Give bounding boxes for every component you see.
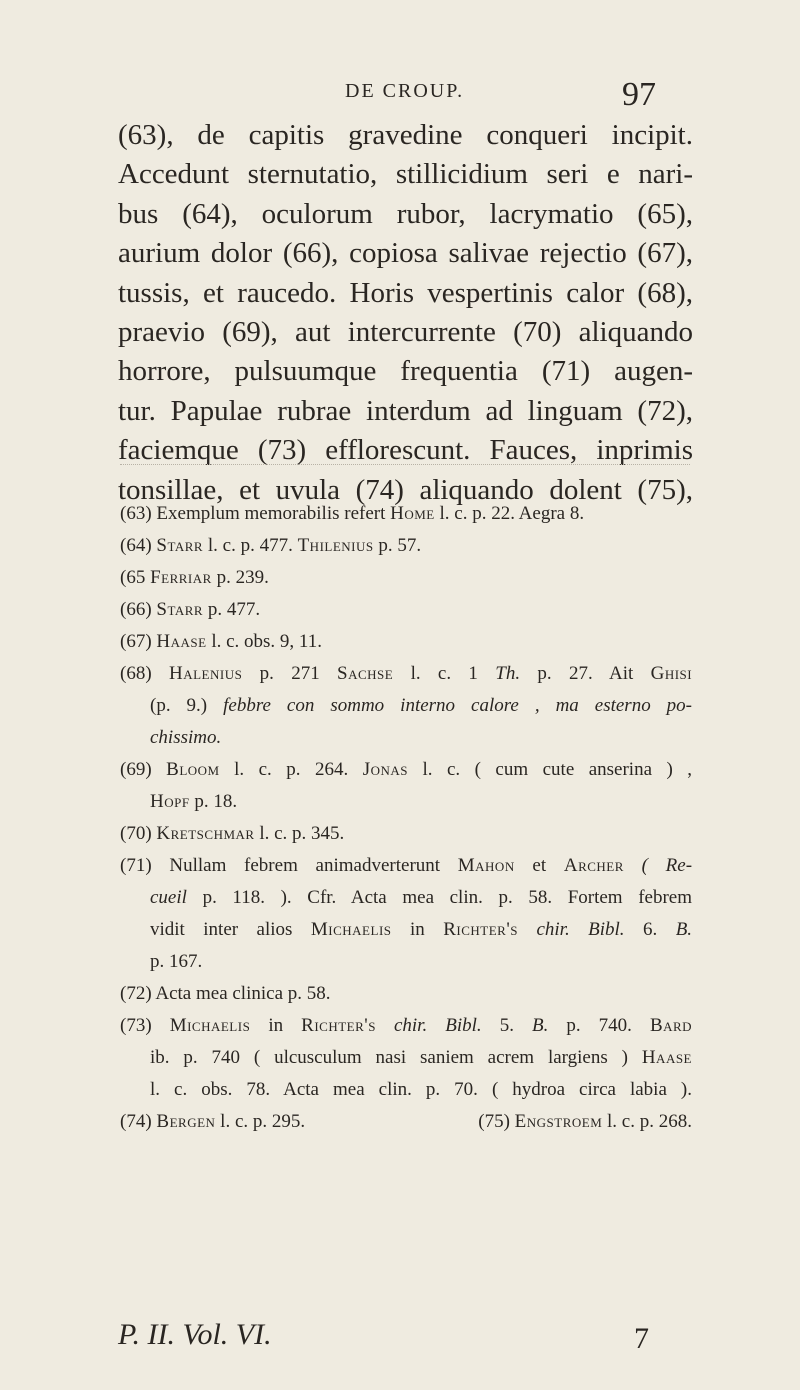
author-name: Starr (156, 599, 204, 620)
footnote-number: (66) (120, 599, 152, 620)
main-text (118, 116, 693, 510)
footnote-number: (67) (120, 631, 152, 652)
footnote-75: (75) Engstroem l. c. p. 268. (478, 1111, 692, 1132)
footnote-number: (65 (120, 567, 146, 588)
author-name: Engstroem (514, 1111, 603, 1132)
footnote-number: (75) (478, 1111, 510, 1132)
footnote-number: (71) (120, 855, 152, 876)
text-line: bus (64), oculorum rubor, lacrymatio (65), (118, 197, 693, 230)
page-footer (118, 1318, 698, 1358)
author-name: Archer (563, 855, 624, 876)
author-name: Bloom (166, 759, 220, 780)
footnote-65: (65 Ferriar p. 239. (120, 567, 269, 588)
text-divider (120, 464, 690, 465)
author-name: Michaelis (310, 919, 392, 940)
footnote-64: (64) Starr l. c. p. 477. Thilenius p. 57. (120, 535, 422, 556)
footnotes-74-75 (120, 1106, 692, 1138)
text-line: tussis, et raucedo. Horis vespertinis calor (68), (118, 276, 693, 309)
footnote-66: (66) Starr p. 477. (120, 599, 261, 620)
footnote-71: (71) Nullam febrem animadverterunt Mahon et Archer ( Re- cueil p. 118. ). Cfr. Acta mea clin. p. 58. Fortem febrem vidit inter alios Michaelis in Richter's chir. Bibl. 6. B. p. 167. (120, 855, 693, 972)
footnote-74: (74) Bergen l. c. p. 295. (120, 1111, 306, 1132)
author-name: Richter's (443, 919, 518, 940)
text-line: (63), de capitis gravedine conqueri incipit. (118, 119, 693, 151)
footnote-70: (70) Kretschmar l. c. p. 345. (120, 823, 345, 844)
author-name: Starr (156, 535, 204, 556)
text-line: horrore, pulsuumque frequentia (71) augen- (118, 355, 693, 388)
author-name: Hopf (150, 791, 190, 812)
text-line: aurium dolor (66), copiosa salivae rejectio (67), (118, 237, 693, 270)
author-name: Sachse (337, 663, 394, 684)
sheet-number: 7 (634, 1322, 649, 1355)
author-name: Haase (641, 1047, 692, 1068)
footnotes (120, 498, 692, 1138)
author-name: Ferriar (150, 567, 212, 588)
footnote-number: (74) (120, 1111, 152, 1132)
author-name: Kretschmar (156, 823, 255, 844)
footnote-69: (69) Bloom l. c. p. 264. Jonas l. c. ( cum cute anserina ) , Hopf p. 18. (120, 759, 693, 812)
author-name: Bard (649, 1015, 693, 1036)
author-name: Richter's (301, 1015, 376, 1036)
text-line: tonsillae, et uvula (74) aliquando dolent (75), (118, 473, 693, 506)
footnote-68: (68) Halenius p. 271 Sachse l. c. 1 Th. p. 27. Ait Ghisi (p. 9.) febbre con sommo interno calore , ma esterno po- chissimo. (120, 663, 693, 748)
footnote-number: (63) (120, 503, 152, 524)
footnote-number: (69) (120, 759, 152, 780)
text-line: faciemque (73) efflorescunt. Fauces, inprimis (118, 434, 693, 467)
footnote-number: (70) (120, 823, 152, 844)
author-name: Ghisi (650, 663, 693, 684)
footnote-73: (73) Michaelis in Richter's chir. Bibl. 5. B. p. 740. Bard ib. p. 740 ( ulcusculum nasi saniem acrem largiens ) Haase l. c. obs. 78. Acta mea clin. p. 70. ( hydroa circa labia ). (120, 1015, 693, 1100)
author-name: Thilenius (297, 535, 374, 556)
footnote-number: (72) (120, 983, 152, 1004)
author-name: Jonas (362, 759, 408, 780)
author-name: Bergen (156, 1111, 216, 1132)
author-name: Home (390, 503, 435, 524)
author-name: Michaelis (169, 1015, 251, 1036)
footnote-number: (73) (120, 1015, 152, 1036)
author-name: Halenius (168, 663, 243, 684)
text-line: praevio (69), aut intercurrente (70) aliquando (118, 315, 693, 348)
footnote-number: (68) (120, 663, 152, 684)
running-title: DE CROUP. (345, 80, 465, 102)
printer-signature: P. II. Vol. VI. (118, 1318, 272, 1351)
footnote-72: (72) Acta mea clinica p. 58. (120, 983, 331, 1004)
author-name: Mahon (457, 855, 515, 876)
text-line: Accedunt sternutatio, stillicidium seri e nari- (118, 158, 693, 191)
footnote-number: (64) (120, 535, 152, 556)
text-line: tur. Papulae rubrae interdum ad linguam (72), (118, 394, 693, 427)
page-number: 97 (622, 76, 656, 113)
footnote-63: (63) Exemplum memorabilis refert Home l. c. p. 22. Aegra 8. (120, 503, 585, 524)
footnote-67: (67) Haase l. c. obs. 9, 11. (120, 631, 322, 652)
author-name: Haase (156, 631, 207, 652)
page-header (0, 76, 800, 120)
